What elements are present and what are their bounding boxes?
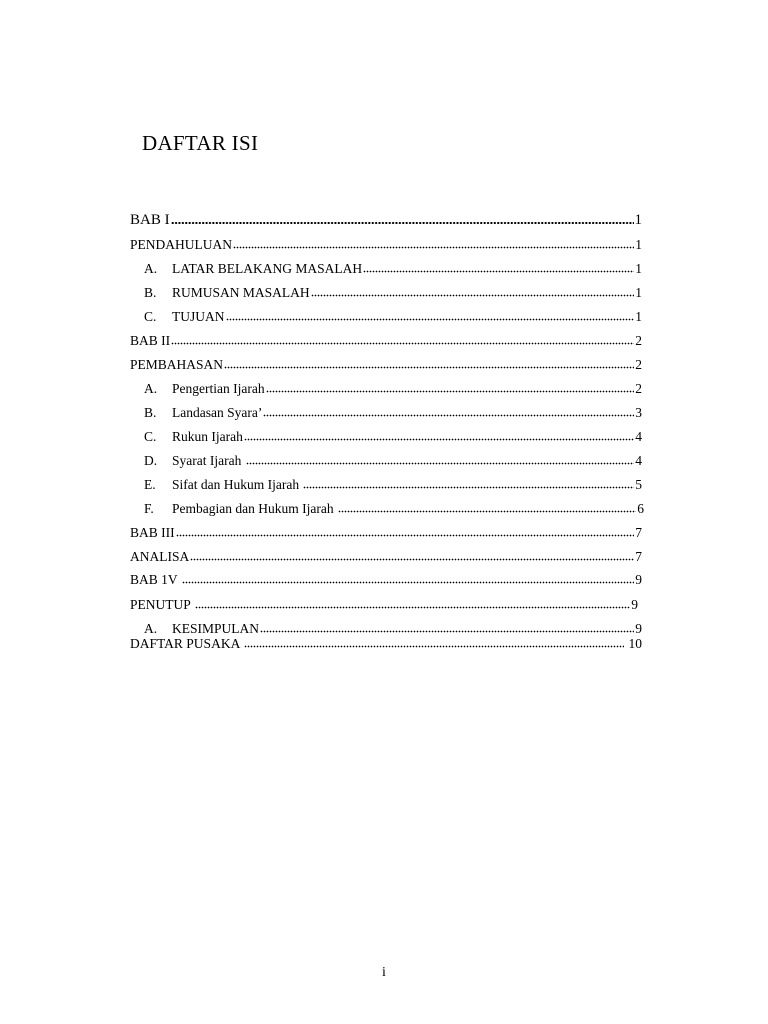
toc-entry-page: 3 [635,405,642,420]
toc-entry-label: PENDAHULUAN [130,237,232,252]
toc-entry-page: 9 [635,572,642,587]
toc-entry-page: 9 [631,597,638,612]
toc-entry-label: RUMUSAN MASALAH [172,285,310,300]
toc-entry-letter: A. [144,261,158,276]
dot-leader [226,317,635,321]
dot-leader [171,220,634,224]
dot-leader [263,413,634,417]
toc-entry-label: KESIMPULAN [172,621,260,636]
toc-entry-letter: C. [144,429,157,444]
toc-entry-letter: C. [144,309,157,324]
dot-leader [338,509,636,513]
toc-entry-syarat-ijarah [144,453,642,469]
toc-entry-pembahasan [130,357,642,373]
toc-entry-letter: A. [144,381,158,396]
toc-entry-page: 1 [635,309,642,324]
dot-leader [224,365,634,369]
toc-entry-letter: B. [144,285,157,300]
toc-entry-letter: F. [144,501,154,516]
toc-entry-daftar-pusaka [130,636,642,652]
toc-entry-label: Rukun Ijarah [172,429,243,444]
toc-entry-label: Pengertian Ijarah [172,381,265,396]
dot-leader [176,533,635,537]
toc-entry-pembagian-hukum-ijarah [144,501,644,517]
dot-leader [246,461,635,465]
toc-entry-page: 10 [625,636,642,651]
toc-entry-page: 1 [635,285,642,300]
toc-entry-page: 1 [635,261,642,276]
toc-entry-label: BAB III [130,525,175,540]
dot-leader [244,644,624,648]
toc-entry-pendahuluan [130,237,642,253]
toc-entry-pengertian-ijarah [144,381,642,397]
toc-entry-kesimpulan [144,621,642,637]
dot-leader [182,580,634,584]
dot-leader [363,269,634,273]
dot-leader [260,629,634,633]
page-title: DAFTAR ISI [142,131,259,155]
toc-entry-landasan-syara [144,405,642,421]
toc-entry-label: Syarat Ijarah [172,453,245,468]
toc-entry-analisa [130,549,642,565]
dot-leader [195,605,631,609]
toc-entry-page: 6 [637,501,644,516]
toc-entry-page: 4 [635,453,642,468]
toc-entry-letter: B. [144,405,157,420]
toc-entry-page: 4 [635,429,642,444]
dot-leader [266,389,635,393]
dot-leader [303,485,634,489]
toc-entry-page: 9 [635,621,642,636]
toc-entry-label: DAFTAR PUSAKA [130,636,243,651]
toc-entry-page: 7 [635,549,642,564]
toc-entry-page: 2 [635,357,642,372]
toc-entry-bab-4 [130,572,642,588]
toc-entry-bab-2 [130,333,642,349]
toc-entry-bab-1 [130,212,642,228]
toc-entry-label: Sifat dan Hukum Ijarah [172,477,303,492]
toc-entry-letter: D. [144,453,158,468]
toc-entry-letter: A. [144,621,158,636]
toc-entry-rukun-ijarah [144,429,642,445]
toc-entry-label: BAB 1V [130,572,181,587]
toc-entry-latar-belakang [144,261,642,277]
toc-entry-label: PEMBAHASAN [130,357,224,372]
toc-entry-page: 1 [635,237,642,252]
toc-entry-page: 2 [635,333,642,348]
toc-entry-page: 5 [635,477,642,492]
dot-leader [244,437,634,441]
toc-entry-page: 2 [635,381,642,396]
dot-leader [171,341,634,345]
toc-entry-rumusan-masalah [144,285,642,301]
toc-entry-label: BAB II [130,333,171,348]
dot-leader [190,557,634,561]
toc-entry-penutup [130,597,638,613]
toc-entry-letter: E. [144,477,156,492]
dot-leader [311,293,635,297]
dot-leader [233,245,634,249]
toc-entry-label: BAB I [130,212,170,228]
toc-entry-sifat-hukum-ijarah [144,477,642,493]
toc-entry-label: Pembagian dan Hukum Ijarah [172,501,337,516]
toc-entry-label: ANALISA [130,549,190,564]
toc-entry-label: PENUTUP [130,597,194,612]
toc-entry-tujuan [144,309,642,325]
page-number: i [382,965,386,980]
toc-entry-bab-3 [130,525,642,541]
toc-entry-label: TUJUAN [172,309,225,324]
toc-entry-label: Landasan Syara’ [172,405,263,420]
toc-entry-page: 7 [635,525,642,540]
toc-entry-page: 1 [634,212,642,228]
toc-entry-label: LATAR BELAKANG MASALAH [172,261,363,276]
